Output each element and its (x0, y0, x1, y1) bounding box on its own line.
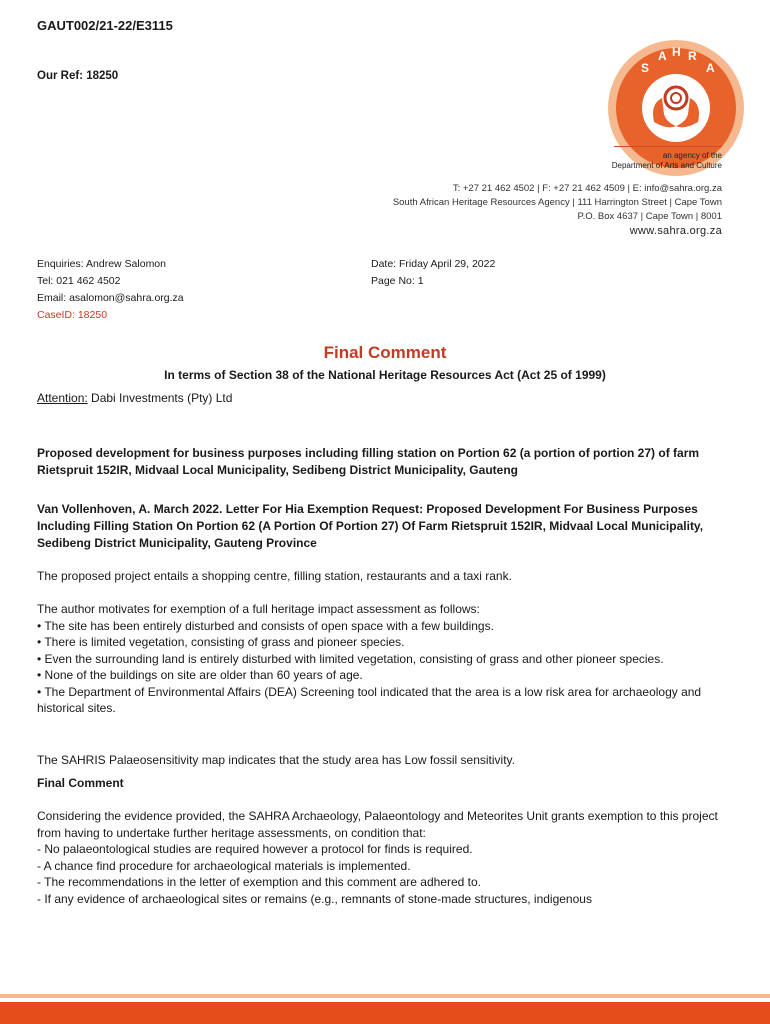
paragraph-palaeosensitivity: The SAHRIS Palaeosensitivity map indicates that the study area has Low fossil sensitivity. (37, 753, 516, 767)
contact-phone-line: T: +27 21 462 4502 | F: +27 21 462 4509 | E: info@sahra.org.za (452, 183, 722, 194)
our-reference: Our Ref: 18250 (37, 70, 119, 82)
paragraph-project: The proposed project entails a shopping centre, filling station, restaurants and a taxi rank. (37, 569, 512, 583)
logo-letter: A (658, 49, 667, 63)
list-item: - A chance find procedure for archaeological materials is implemented. (37, 858, 411, 873)
document-subtitle: In terms of Section 38 of the National Heritage Resources Act (Act 25 of 1999) (164, 368, 606, 382)
citation-heading: Van Vollenhoven, A. March 2022. Letter For Hia Exemption Request: Proposed Development For Business Purposes Including Filling Station On Portion 62 (A Portion Of Portion 27) Of Farm Rietspruit 152IR, Midvaal Local Municipality, Sedibeng District Municipality, Gauteng Province (37, 502, 704, 550)
enquiries: Enquiries: Andrew Salomon (37, 258, 166, 270)
list-item: • There is limited vegetation, consisting of grass and pioneer species. (37, 635, 405, 649)
enquiry-info (37, 256, 184, 324)
list-item: • None of the buildings on site are older than 60 years of age. (37, 668, 363, 682)
telephone: Tel: 021 462 4502 (37, 275, 121, 287)
agency-block (612, 146, 722, 171)
footer-stripe (0, 1002, 770, 1024)
logo-letter: H (672, 45, 681, 59)
case-id: CaseID: 18250 (37, 309, 108, 321)
website-link[interactable]: www.sahra.org.za (629, 225, 722, 237)
list-item: • The Department of Environmental Affairs (DEA) Screening tool indicated that the area is a low risk area for archaeology and historical sites. (37, 684, 702, 715)
email[interactable]: Email: asalomon@sahra.org.za (37, 292, 184, 304)
final-comment-heading: Final Comment (37, 776, 124, 790)
list-item: - No palaeontological studies are required however a protocol for finds is required. (37, 842, 473, 856)
agency-line-2: Department of Arts and Culture (611, 161, 722, 170)
reference-code: GAUT002/21-22/E3115 (37, 18, 173, 33)
date: Date: Friday April 29, 2022 (371, 258, 496, 270)
proposal-heading: Proposed development for business purposes including filling station on Portion 62 (a portion of portion 27) of farm Rietspruit 152IR, Midvaal Local Municipality, Sedibeng District Municipality, Gauteng (37, 446, 700, 477)
logo-letter: A (706, 61, 715, 75)
attention-label: Attention: (37, 391, 88, 405)
contact-po-box-line: P.O. Box 4637 | Cape Town | 8001 (577, 211, 722, 222)
attention-line (37, 391, 232, 405)
date-info (371, 256, 495, 290)
paragraph-motivation (37, 601, 737, 717)
page-number: Page No: 1 (371, 275, 424, 287)
conditions-intro: Considering the evidence provided, the SAHRA Archaeology, Palaeontology and Meteorites Unit grants exemption to this project from having to undertake further heritage assessments, on condition that: (37, 809, 718, 840)
logo-letter: R (688, 49, 697, 63)
document-title: Final Comment (323, 343, 447, 362)
agency-line-1: an agency of the (662, 151, 722, 160)
contact-block (393, 182, 722, 238)
footer-stripe-light (0, 994, 770, 998)
logo-letter: S (641, 61, 650, 75)
list-item: • Even the surrounding land is entirely disturbed with limited vegetation, consisting of grass and other pioneer species. (37, 651, 664, 666)
list-item: - If any evidence of archaeological sites or remains (e.g., remnants of stone-made structures, indigenous (37, 891, 592, 906)
paragraph-conditions (37, 808, 737, 907)
motivation-intro: The author motivates for exemption of a full heritage impact assessment as follows: (37, 602, 480, 616)
list-item: • The site has been entirely disturbed and consists of open space with a few buildings. (37, 618, 494, 633)
contact-address-line: South African Heritage Resources Agency | 111 Harrington Street | Cape Town (392, 197, 722, 208)
agency-divider (614, 146, 722, 147)
list-item: - The recommendations in the letter of exemption and this comment are adhered to. (37, 875, 482, 889)
attention-value: Dabi Investments (Pty) Ltd (87, 391, 233, 405)
